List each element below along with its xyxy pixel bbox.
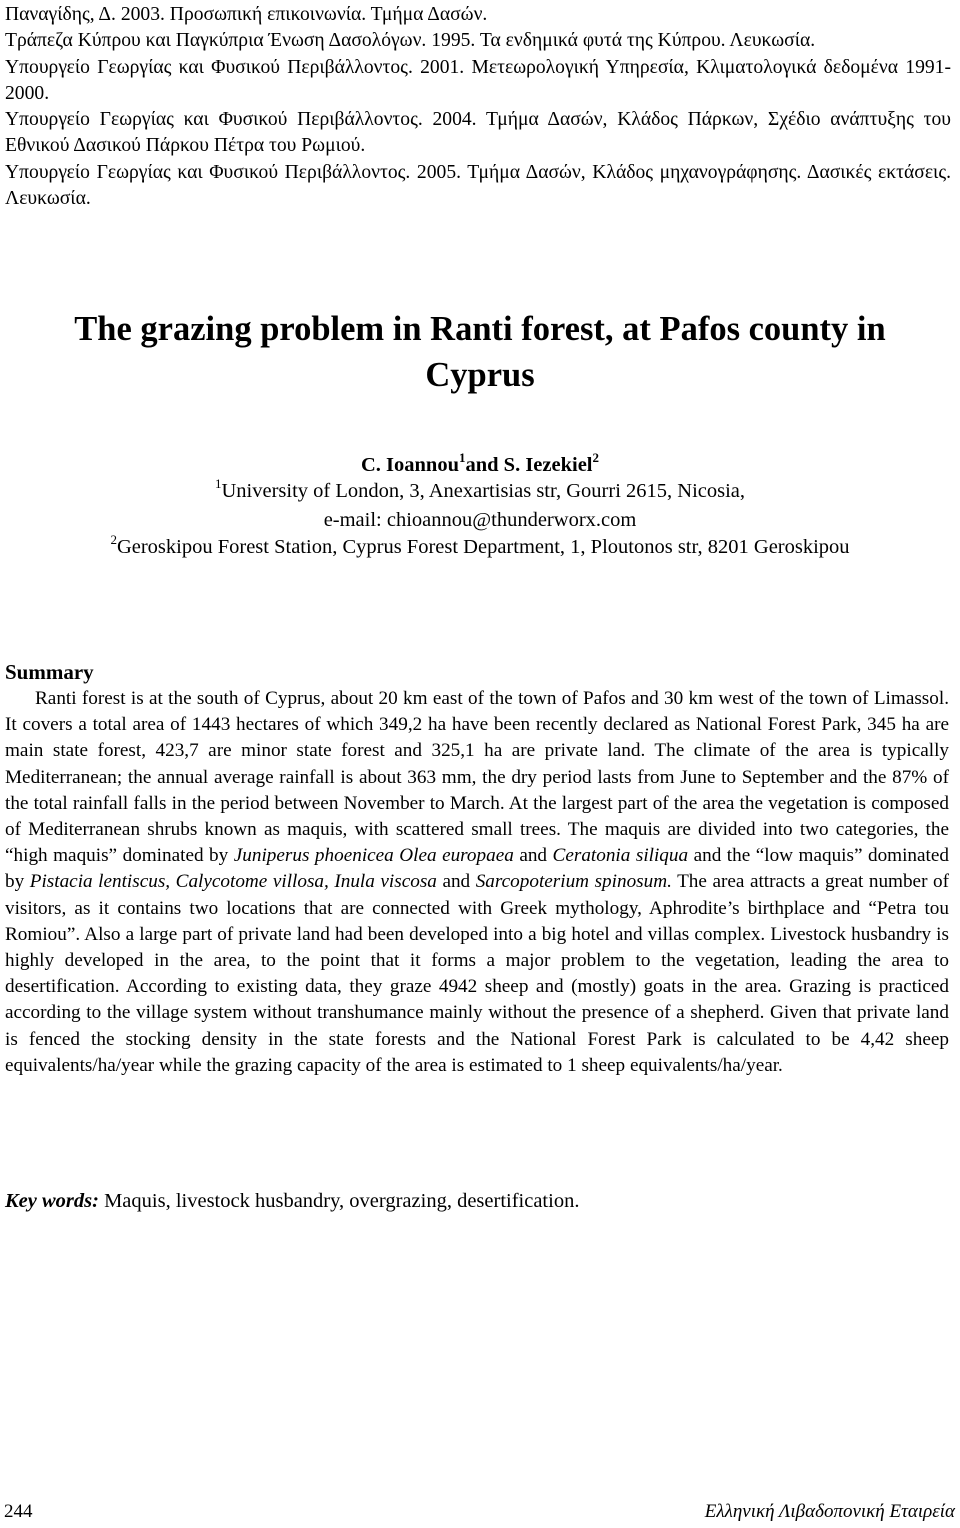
author-line bbox=[0, 452, 960, 478]
affiliation-marker: 1 bbox=[214, 476, 222, 491]
affiliation-2 bbox=[0, 534, 960, 561]
email-line: e-mail: chioannou@thunderworx.com bbox=[323, 509, 637, 531]
summary-text: Ranti forest is at the south of Cyprus, about 20 km east of the town of Pafos and 30 km west of the town of Limassol. It covers a total area of 1443 hectares of which 349,2 ha have been recently declared as National Forest Park, 345 ha are main state forest, 423,7 are minor state forest and 325,1 ha are private land. The climate of the area is typically Mediterranean; the annual average rainfall is about 363 mm, the dry period lasts from June to September and the 87% of the total rainfall falls in the period between November to March. At the largest part of the area the vegetation is composed of Mediterranean shrubs known as maquis, with scattered small trees. The maquis are divided into two categories, the “high maquis” dominated by bbox=[5, 688, 949, 867]
species-name: Juniperus phoenicea Olea europaea bbox=[233, 845, 514, 867]
article-title: The grazing problem in Ranti forest, at Pafos county in Cyprus bbox=[74, 310, 886, 394]
species-name: Pistacia lentiscus, Calycotome villosa, Inula viscosa bbox=[29, 871, 437, 893]
reference-item: Τράπεζα Κύπρου και Παγκύπρια Ένωση Δασολόγων. 1995. Τα ενδημικά φυτά της Κύπρου. Λευκωσία. bbox=[5, 30, 816, 52]
summary-text: and bbox=[513, 845, 553, 867]
summary-heading: Summary bbox=[5, 660, 94, 684]
summary-paragraph bbox=[5, 686, 949, 1079]
page-number: 244 bbox=[4, 1501, 33, 1522]
reference-item: Υπουργείο Γεωργίας και Φυσικού Περιβάλλοντος. 2001. Μετεωρολογική Υπηρεσία, Κλιματολογικά δεδομένα 1991-2000. bbox=[5, 56, 951, 104]
journal-name: Ελληνική Λιβαδοπονική Εταιρεία bbox=[704, 1501, 955, 1522]
keywords-label: Key words: bbox=[5, 1190, 99, 1212]
summary-text: The area attracts a great number of visitors, as it contains two locations that are connected with Greek mythology, Aphrodite’s birthplace and “Petra tou Romiou”. Also a large part of private land had been developed into a big hotel and villas complex. Livestock husbandry is highly developed in the area, to the point that it forms a major problem to the vegetation, leading the area to desertification. According to existing data, they graze 4942 sheep and (mostly) goats in the area. Grazing is practiced according to the village system without transhumance mainly without the presence of a shepherd. Given that private land is fenced the stocking density in the state forests and the National Forest Park is calculated to be 4,42 sheep equivalents/ha/year while the grazing capacity of the area is estimated to 1 sheep equivalents/ha/year. bbox=[5, 871, 949, 1076]
reference-item: Υπουργείο Γεωργίας και Φυσικού Περιβάλλοντος. 2004. Τμήμα Δασών, Κλάδος Πάρκων, Σχέδιο ανάπτυξης του Εθνικού Δασικού Πάρκου Πέτρα του Ρωμιού. bbox=[5, 109, 951, 157]
affiliation-marker: 2 bbox=[110, 532, 117, 547]
author-name: C. Ioannou bbox=[360, 454, 459, 476]
summary-text: and the “low maquis” dominated by bbox=[5, 845, 949, 893]
keywords-text: Maquis, livestock husbandry, overgrazing, desertification. bbox=[104, 1190, 580, 1212]
affiliation-1 bbox=[0, 478, 960, 505]
reference-list bbox=[5, 2, 951, 212]
author-conjunction: and bbox=[465, 454, 499, 476]
affiliation-text: Geroskipou Forest Station, Cyprus Forest Department, 1, Ploutonos str, 8201 Geroskipou bbox=[116, 536, 850, 558]
species-name: Ceratonia siliqua bbox=[552, 845, 689, 867]
affiliation-text: University of London, 3, Anexartisias str, Gourri 2615, Nicosia, bbox=[221, 480, 746, 502]
species-name: Sarcopoterium spinosum. bbox=[475, 871, 672, 893]
reference-item: Παναγίδης, Δ. 2003. Προσωπική επικοινωνία. Τμήμα Δασών. bbox=[5, 4, 488, 25]
summary-text: and bbox=[436, 871, 476, 893]
keywords-line bbox=[5, 1187, 949, 1215]
affiliation-marker: 2 bbox=[592, 450, 599, 465]
affiliation-marker: 1 bbox=[458, 450, 466, 465]
author-name: S. Iezekiel bbox=[503, 454, 593, 476]
reference-item: Υπουργείο Γεωργίας και Φυσικού Περιβάλλοντος. 2005. Τμήμα Δασών, Κλάδος μηχανογράφησης. Δασικές εκτάσεις. Λευκωσία. bbox=[5, 161, 951, 210]
